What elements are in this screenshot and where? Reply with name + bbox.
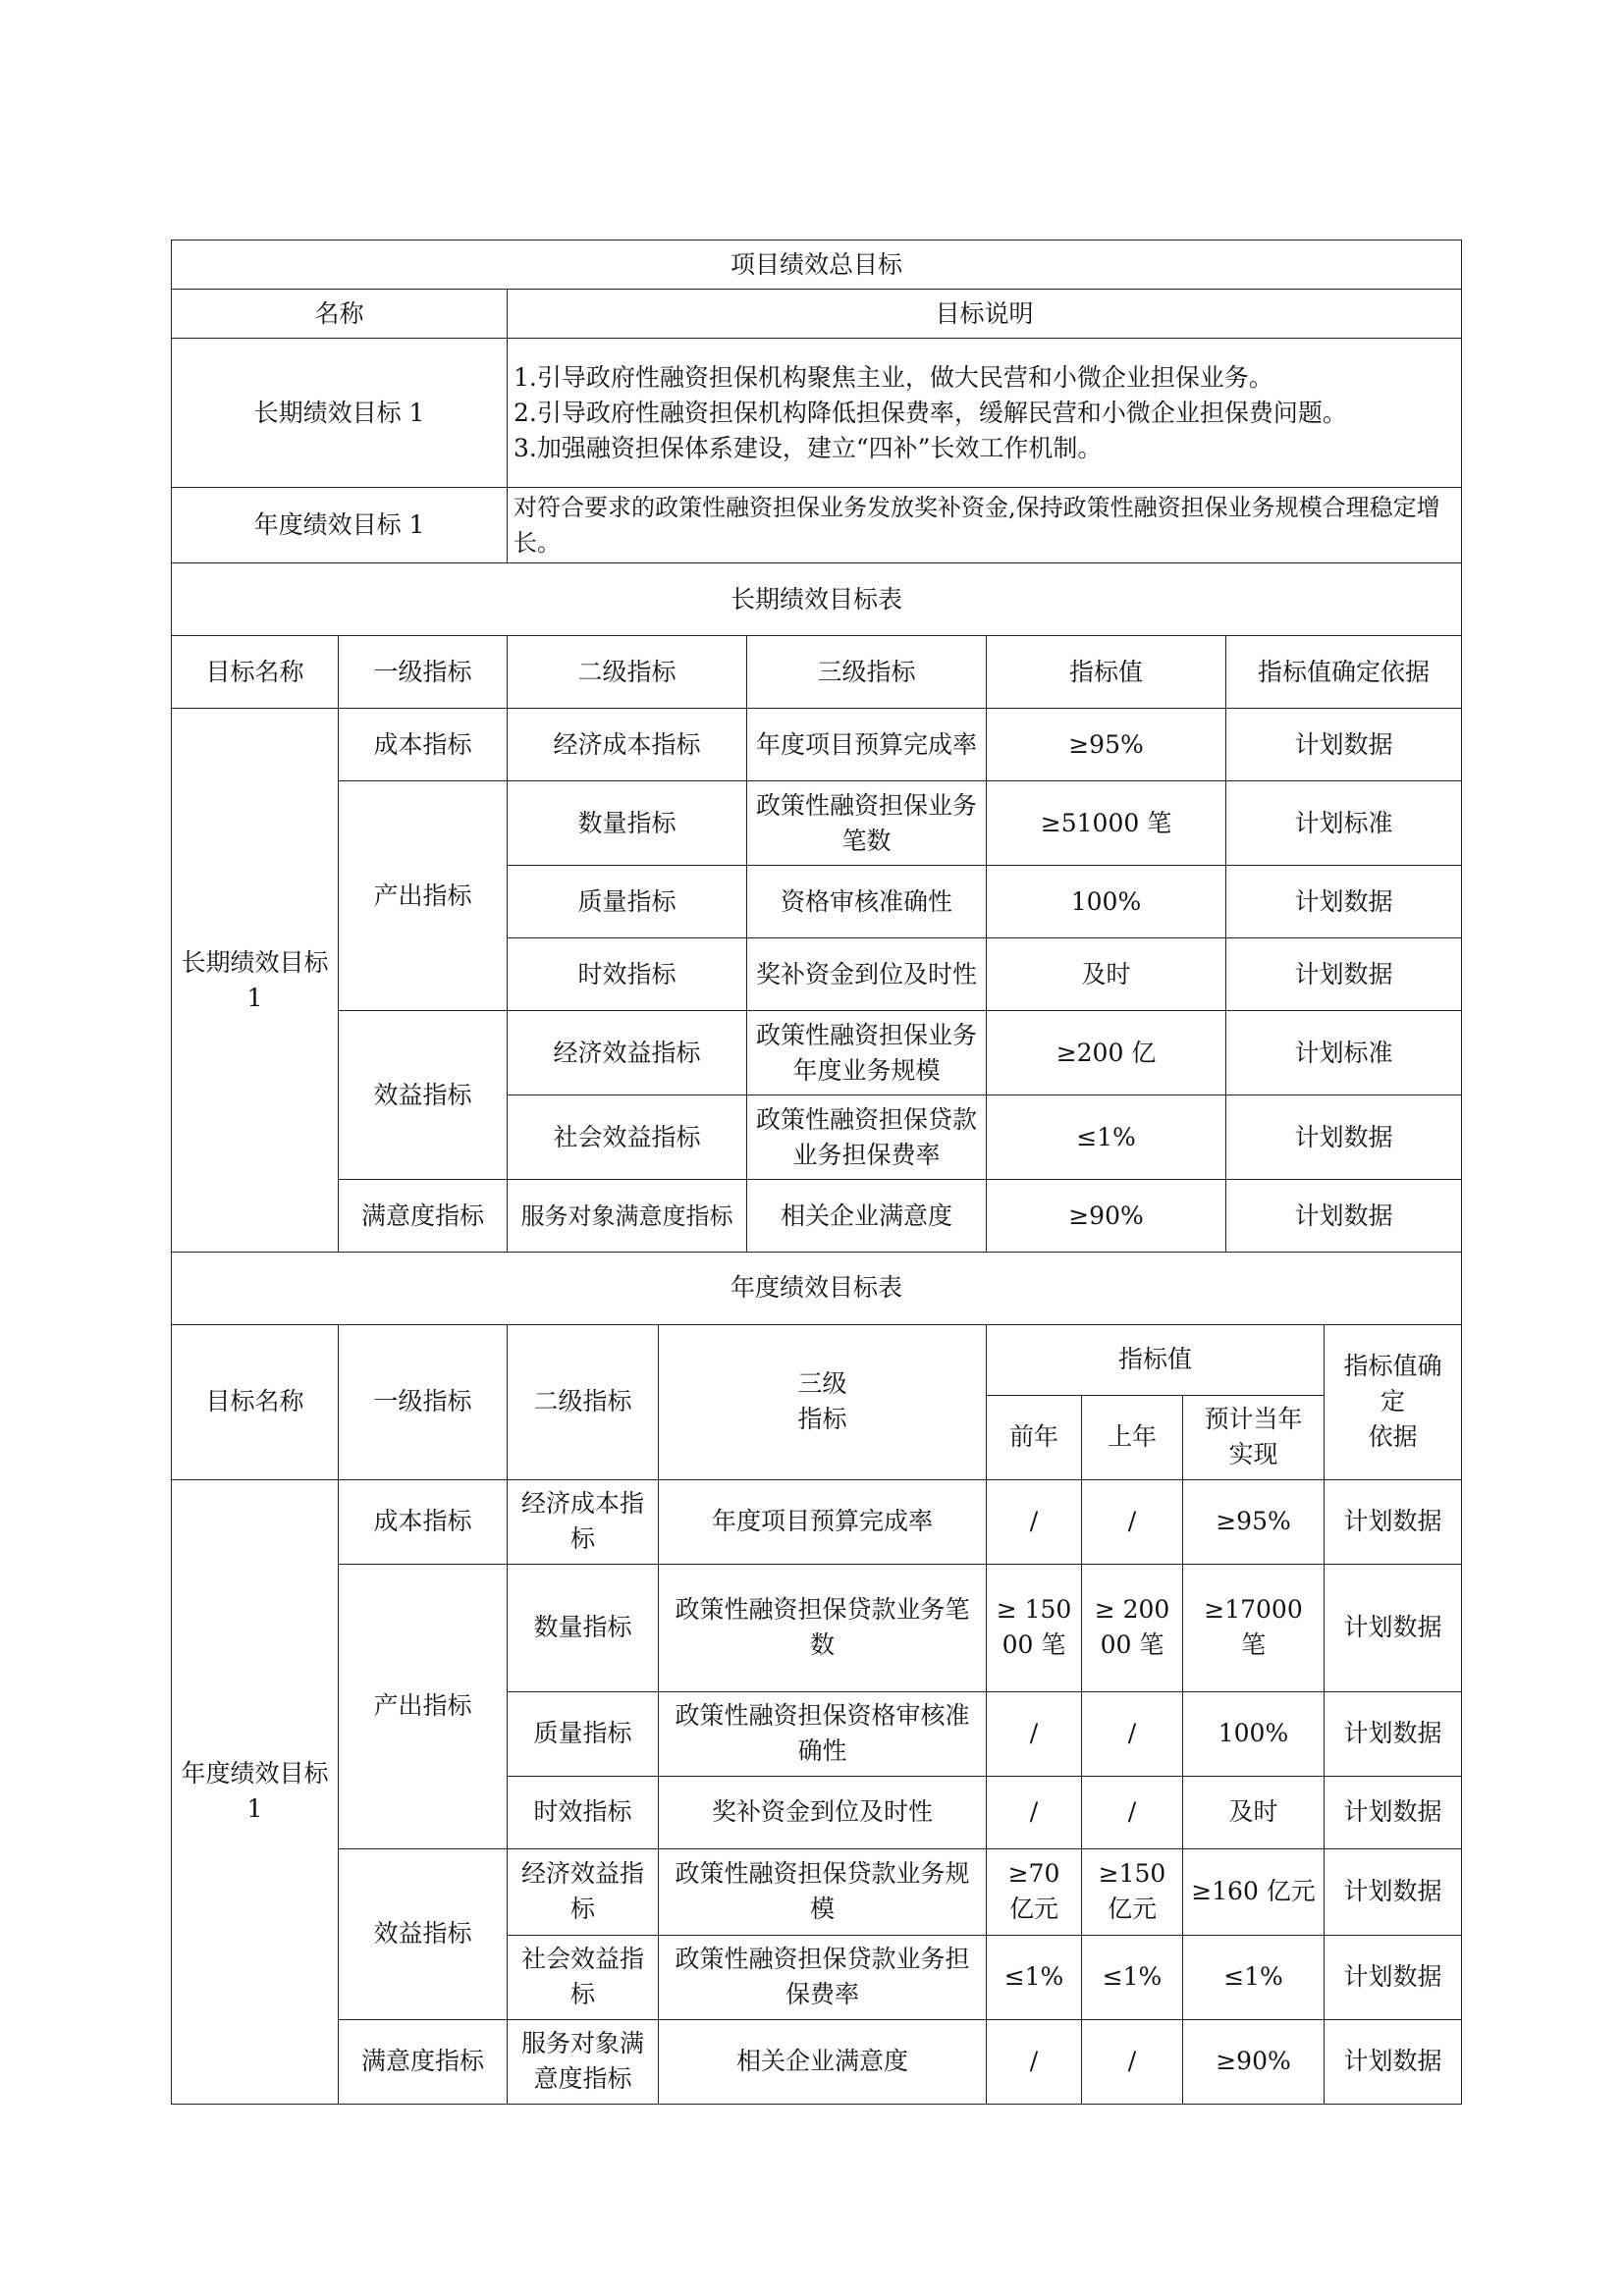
at-l2: 服务对象满意度指标 — [508, 2019, 659, 2104]
lt-l2: 经济成本指标 — [508, 709, 747, 781]
at-header-basis — [1325, 1324, 1462, 1479]
lt-l3: 政策性融资担保业务笔数 — [747, 781, 987, 866]
at-l3: 奖补资金到位及时性 — [659, 1776, 987, 1848]
at-header-l3-line1: 三级 — [797, 1369, 847, 1398]
lt-l2: 时效指标 — [508, 938, 747, 1011]
long-term-goal-label: 长期绩效目标 1 — [172, 339, 508, 488]
at-l2: 经济效益指标 — [508, 1848, 659, 1935]
at-basis: 计划数据 — [1325, 1564, 1462, 1691]
lt-basis: 计划数据 — [1226, 1180, 1462, 1253]
at-prev: ≥70 亿元 — [987, 1848, 1082, 1935]
lt-header-basis: 指标值确定依据 — [1226, 636, 1462, 709]
long-term-goal-desc — [508, 339, 1462, 488]
lt-value: 及时 — [987, 938, 1226, 1011]
lt-l3: 年度项目预算完成率 — [747, 709, 987, 781]
at-basis: 计划数据 — [1325, 1776, 1462, 1848]
long-term-item-2: 2.引导政府性融资担保机构降低担保费率，缓解民营和小微企业担保费问题。 — [514, 398, 1347, 427]
overall-title: 项目绩效总目标 — [172, 240, 1462, 290]
col-desc-header: 目标说明 — [508, 290, 1462, 339]
at-expected: 100% — [1183, 1691, 1325, 1776]
at-l3: 政策性融资担保资格审核准确性 — [659, 1691, 987, 1776]
lt-group-output: 产出指标 — [339, 781, 508, 1011]
at-goal-name-line2: 1 — [246, 1794, 263, 1823]
lt-l2: 服务对象满意度指标 — [508, 1180, 747, 1253]
at-prev: ≥ 15000 笔 — [987, 1564, 1082, 1691]
at-l2: 质量指标 — [508, 1691, 659, 1776]
at-header-value: 指标值 — [987, 1324, 1325, 1395]
table-row — [172, 1180, 1462, 1253]
col-name-header: 名称 — [172, 290, 508, 339]
lt-header-l1: 一级指标 — [339, 636, 508, 709]
table-row — [172, 1848, 1462, 1935]
at-group-output: 产出指标 — [339, 1564, 508, 1848]
lt-value: ≥200 亿 — [987, 1011, 1226, 1095]
lt-basis: 计划数据 — [1226, 866, 1462, 938]
at-header-l3 — [659, 1324, 987, 1479]
at-group-benefit: 效益指标 — [339, 1848, 508, 2019]
lt-group-satisfaction: 满意度指标 — [339, 1180, 508, 1253]
at-header-l1: 一级指标 — [339, 1324, 508, 1479]
lt-value: ≥51000 笔 — [987, 781, 1226, 866]
lt-l2: 质量指标 — [508, 866, 747, 938]
lt-l3: 资格审核准确性 — [747, 866, 987, 938]
at-last: / — [1082, 1691, 1183, 1776]
at-header-last: 上年 — [1082, 1395, 1183, 1479]
table-row — [172, 1479, 1462, 1564]
lt-header-value: 指标值 — [987, 636, 1226, 709]
lt-basis: 计划数据 — [1226, 709, 1462, 781]
lt-header-l3: 三级指标 — [747, 636, 987, 709]
lt-l2: 社会效益指标 — [508, 1095, 747, 1180]
at-basis: 计划数据 — [1325, 1848, 1462, 1935]
at-l2: 经济成本指标 — [508, 1479, 659, 1564]
long-term-table — [171, 240, 1462, 1253]
at-l3: 政策性融资担保贷款业务担保费率 — [659, 1935, 987, 2019]
lt-l3: 政策性融资担保贷款业务担保费率 — [747, 1095, 987, 1180]
at-expected: ≥90% — [1183, 2019, 1325, 2104]
lt-l2: 经济效益指标 — [508, 1011, 747, 1095]
lt-l3: 政策性融资担保业务年度业务规模 — [747, 1011, 987, 1095]
long-term-item-1: 1.引导政府性融资担保机构聚焦主业，做大民营和小微企业担保业务。 — [514, 362, 1273, 392]
at-goal-name-line1: 年度绩效目标 — [181, 1759, 329, 1788]
lt-goal-name: 长期绩效目标1 — [172, 709, 339, 1253]
at-expected: ≥95% — [1183, 1479, 1325, 1564]
long-table-title: 长期绩效目标表 — [172, 563, 1462, 636]
at-header-expected-line2: 实现 — [1228, 1440, 1278, 1468]
lt-header-l2: 二级指标 — [508, 636, 747, 709]
lt-value: ≤1% — [987, 1095, 1226, 1180]
lt-l3: 相关企业满意度 — [747, 1180, 987, 1253]
at-basis: 计划数据 — [1325, 1935, 1462, 2019]
at-l3: 相关企业满意度 — [659, 2019, 987, 2104]
at-last: / — [1082, 1776, 1183, 1848]
annual-table — [171, 1252, 1462, 2105]
performance-goals-sheet — [171, 240, 1461, 2105]
at-header-prev: 前年 — [987, 1395, 1082, 1479]
at-l3: 政策性融资担保贷款业务笔数 — [659, 1564, 987, 1691]
lt-group-cost: 成本指标 — [339, 709, 508, 781]
lt-l2: 数量指标 — [508, 781, 747, 866]
at-last: ≥ 20000 笔 — [1082, 1564, 1183, 1691]
at-l2: 数量指标 — [508, 1564, 659, 1691]
long-term-item-3: 3.加强融资担保体系建设，建立“四补”长效工作机制。 — [514, 433, 1103, 462]
at-l3: 年度项目预算完成率 — [659, 1479, 987, 1564]
at-prev: / — [987, 1776, 1082, 1848]
lt-basis: 计划标准 — [1226, 781, 1462, 866]
at-goal-name — [172, 1479, 339, 2104]
at-header-expected — [1183, 1395, 1325, 1479]
lt-basis: 计划数据 — [1226, 1095, 1462, 1180]
at-last: / — [1082, 1479, 1183, 1564]
lt-l3: 奖补资金到位及时性 — [747, 938, 987, 1011]
lt-value: ≥90% — [987, 1180, 1226, 1253]
at-l2: 社会效益指标 — [508, 1935, 659, 2019]
lt-value: 100% — [987, 866, 1226, 938]
at-header-expected-line1: 预计当年 — [1204, 1405, 1303, 1433]
at-header-goal: 目标名称 — [172, 1324, 339, 1479]
at-l3: 政策性融资担保贷款业务规模 — [659, 1848, 987, 1935]
annual-goal-label: 年度绩效目标 1 — [172, 488, 508, 563]
lt-value: ≥95% — [987, 709, 1226, 781]
annual-goal-desc: 对符合要求的政策性融资担保业务发放奖补资金,保持政策性融资担保业务规模合理稳定增长。 — [508, 488, 1462, 563]
at-header-l3-line2: 指标 — [797, 1405, 847, 1433]
at-expected: 及时 — [1183, 1776, 1325, 1848]
at-header-basis-line3: 依据 — [1368, 1422, 1418, 1451]
at-last: ≤1% — [1082, 1935, 1183, 2019]
at-header-basis-line2: 定 — [1380, 1387, 1406, 1415]
at-prev: / — [987, 1691, 1082, 1776]
table-row — [172, 781, 1462, 866]
lt-basis: 计划标准 — [1226, 1011, 1462, 1095]
at-prev: / — [987, 2019, 1082, 2104]
table-row — [172, 1564, 1462, 1691]
lt-basis: 计划数据 — [1226, 938, 1462, 1011]
table-row — [172, 1011, 1462, 1095]
at-group-satisfaction: 满意度指标 — [339, 2019, 508, 2104]
table-row — [172, 709, 1462, 781]
at-expected: ≤1% — [1183, 1935, 1325, 2019]
table-row — [172, 2019, 1462, 2104]
at-expected: ≥160 亿元 — [1183, 1848, 1325, 1935]
at-basis: 计划数据 — [1325, 2019, 1462, 2104]
at-group-cost: 成本指标 — [339, 1479, 508, 1564]
at-basis: 计划数据 — [1325, 1479, 1462, 1564]
at-expected: ≥17000 笔 — [1183, 1564, 1325, 1691]
lt-group-benefit: 效益指标 — [339, 1011, 508, 1180]
at-prev: ≤1% — [987, 1935, 1082, 2019]
at-last: ≥150 亿元 — [1082, 1848, 1183, 1935]
at-l2: 时效指标 — [508, 1776, 659, 1848]
at-basis: 计划数据 — [1325, 1691, 1462, 1776]
lt-header-goal: 目标名称 — [172, 636, 339, 709]
annual-table-title: 年度绩效目标表 — [172, 1252, 1462, 1324]
at-header-l2: 二级指标 — [508, 1324, 659, 1479]
at-header-basis-line1: 指标值确 — [1343, 1352, 1442, 1380]
at-last: / — [1082, 2019, 1183, 2104]
at-prev: / — [987, 1479, 1082, 1564]
